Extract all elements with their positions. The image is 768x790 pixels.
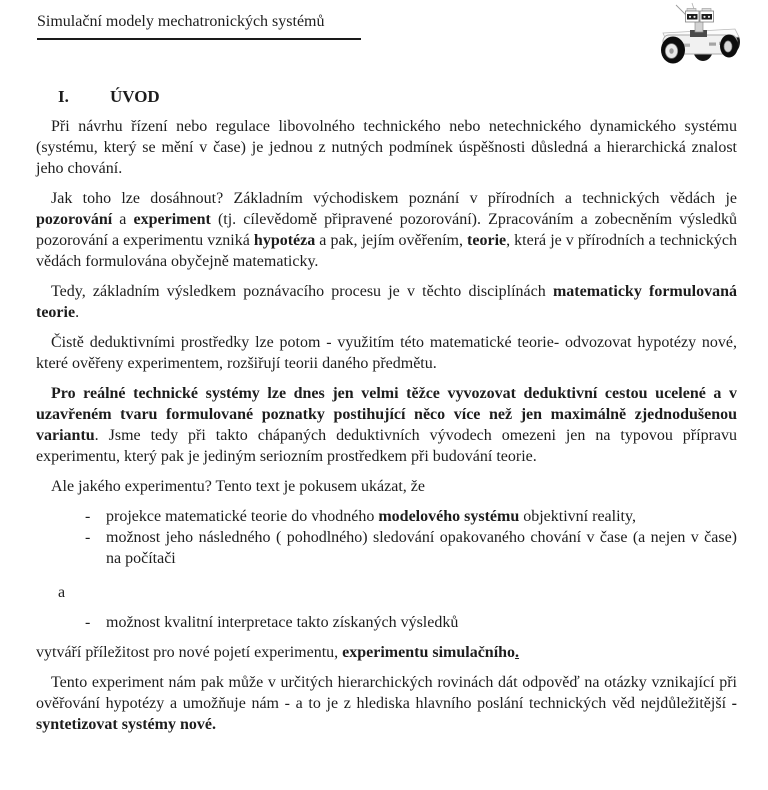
- text-segment: Tedy, základním výsledkem poznávacího procesu je v těchto disciplínách: [51, 283, 553, 300]
- paragraph: [36, 672, 737, 735]
- list-item: [36, 527, 737, 569]
- text-segment: Jak toho lze dosáhnout? Základním východiskem poznání v přírodních a technických vědách je: [51, 190, 737, 207]
- rover-robot-image: [653, 2, 748, 67]
- rover-robot-icon: [653, 2, 748, 67]
- text-segment: a: [58, 584, 66, 601]
- paragraph: [36, 582, 737, 603]
- paragraph: [36, 383, 737, 467]
- document-title: Simulační modely mechatronických systémů: [37, 12, 361, 40]
- text-segment: Při návrhu řízení nebo regulace libovolného technického nebo netechnického dynamického systému (systému, který se mění v čase) je jednou z nutných podmínek úspěšnosti důsledná a hierarchická znalost jeho chování.: [36, 118, 737, 177]
- list-dash-marker: -: [85, 508, 91, 525]
- text-segment: vytváří příležitost pro nové pojetí experimentu,: [36, 644, 343, 661]
- text-segment: projekce matematické teorie do vhodného: [106, 508, 379, 525]
- text-segment: a: [112, 211, 134, 228]
- text-segment: Pro reálné technické systémy lze dnes jen velmi těžce vyvozovat deduktivní cestou ucelené a v uzavřeném tvaru formulované poznatky postihující něco více než jen maximálně zjednodušenou variantu: [36, 385, 737, 444]
- text-segment: , která je v přírodních a technických vědách formulována obyčejně matematicky.: [36, 232, 737, 270]
- text-segment: Čistě deduktivními prostředky lze potom - využitím této matematické teorie- odvozovat hypotézy nové, které ověřeny experimentem, rozšiřují teorii daného předmětu.: [36, 334, 737, 372]
- list-item: [36, 506, 737, 527]
- text-segment: matematicky formulovaná teorie: [36, 283, 738, 321]
- list-dash-marker: -: [85, 614, 91, 631]
- paragraph: [36, 116, 737, 179]
- text-segment: možnost kvalitní interpretace takto získaných výsledků: [106, 614, 459, 631]
- paragraph: [36, 642, 737, 663]
- text-segment: teorie: [467, 232, 507, 249]
- paragraph: [36, 188, 737, 272]
- text-segment: .: [515, 644, 520, 661]
- list-dash-marker: -: [85, 529, 91, 546]
- paragraph: [36, 332, 737, 374]
- text-segment: .: [75, 304, 80, 321]
- text-segment: pozorování: [36, 211, 113, 228]
- document-body: [36, 116, 737, 735]
- list-item: [36, 612, 737, 633]
- paragraph: [36, 281, 737, 323]
- text-segment: hypotéza: [253, 232, 316, 249]
- text-segment: možnost jeho následného ( pohodlného) sledování opakovaného chování v čase (a nejen v čase) na počítači: [106, 529, 737, 567]
- text-segment: Tento experiment nám pak může v určitých hierarchických rovinách dát odpověď na otázky vznikající při ověřování hypotézy a umožňuje nám - a to je z hlediska hlavního poslání technických věd nejdůležitější: [36, 674, 737, 712]
- paragraph: [36, 476, 737, 497]
- text-segment: (tj. cílevědomě připravené pozorování). Zpracováním a zobecněním výsledků pozorování a experimentu vzniká: [36, 211, 737, 249]
- text-segment: experimentu simulačního: [342, 644, 516, 661]
- text-segment: objektivní reality,: [519, 508, 636, 525]
- text-segment: experiment: [133, 211, 211, 228]
- text-segment: Ale jakého experimentu? Tento text je pokusem ukázat, že: [51, 478, 425, 495]
- text-segment: - syntetizovat systémy nové.: [36, 695, 737, 733]
- section-heading: [58, 86, 737, 107]
- text-segment: modelového systému: [378, 508, 520, 525]
- document-content: [36, 86, 737, 735]
- section-title: ÚVOD: [110, 87, 160, 106]
- text-segment: . Jsme tedy při takto chápaných deduktivních vývodech omezeni jen na typovou přípravu experimentu, který pak je jediným seriozním prostředkem při budování teorie.: [36, 427, 737, 465]
- section-number: I.: [58, 87, 69, 106]
- text-segment: a pak, jejím ověřením,: [315, 232, 468, 249]
- running-head: [37, 12, 361, 40]
